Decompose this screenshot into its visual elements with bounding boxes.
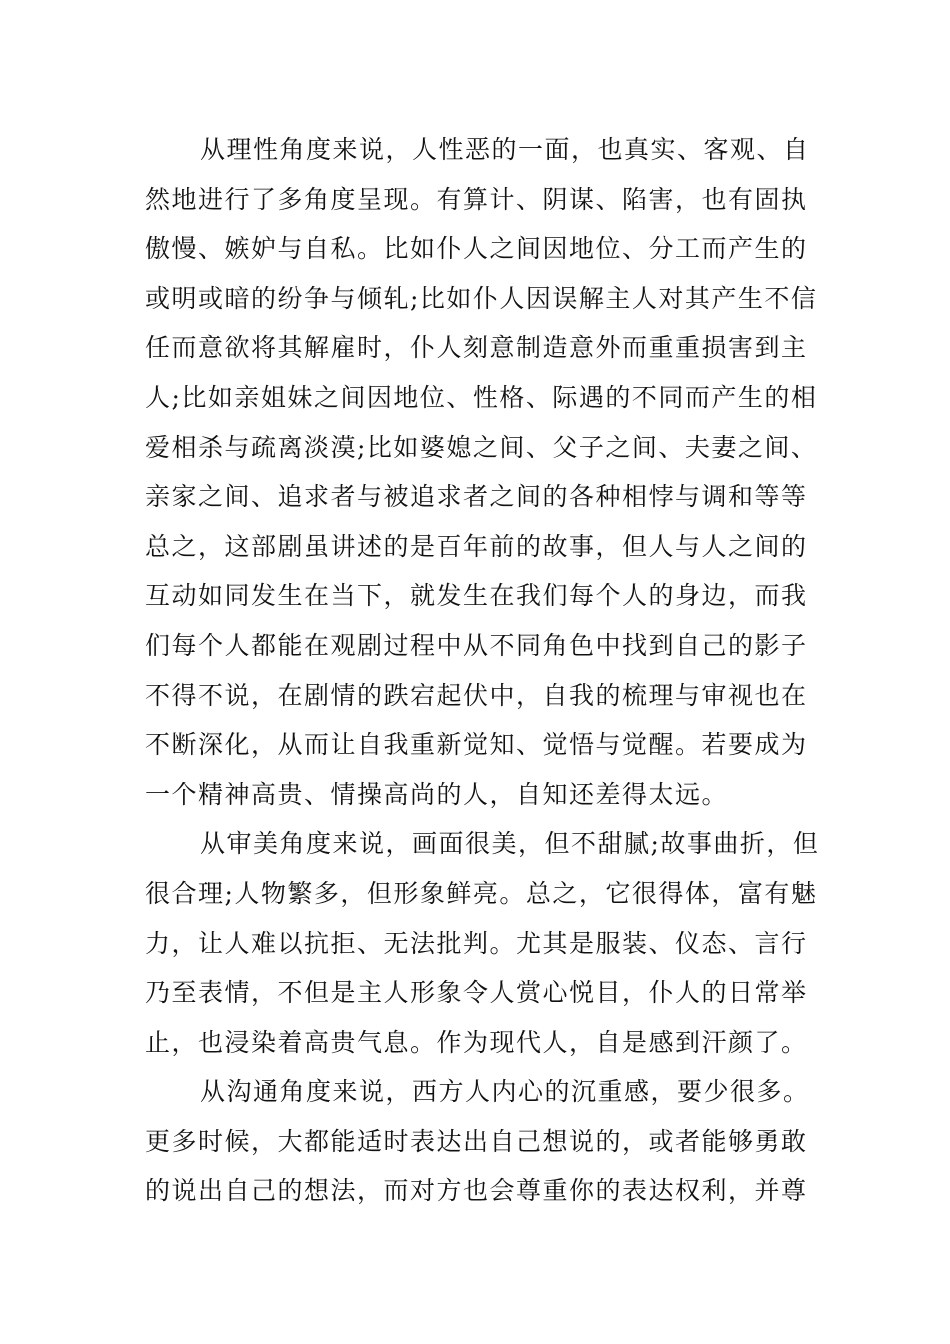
text-line: 乃至表情，不但是主人形象令人赏心悦目，仆人的日常举: [145, 978, 808, 1008]
text-line: 不得不说，在剧情的跌宕起伏中，自我的梳理与审视也在: [145, 680, 808, 710]
text-line: 不断深化，从而让自我重新觉知、觉悟与觉醒。若要成为: [145, 730, 808, 760]
text-line: 任而意欲将其解雇时，仆人刻意制造意外而重重损害到主: [145, 333, 808, 363]
text-line: 亲家之间、追求者与被追求者之间的各种相悖与调和等等: [145, 482, 808, 512]
text-line: 人;比如亲姐妹之间因地位、性格、际遇的不同而产生的相: [145, 382, 818, 412]
text-line: 爱相杀与疏离淡漠;比如婆媳之间、父子之间、夫妻之间、: [145, 432, 818, 462]
text-line: 傲慢、嫉妒与自私。比如仆人之间因地位、分工而产生的: [145, 234, 808, 264]
text-line: 力，让人难以抗拒、无法批判。尤其是服装、仪态、言行: [145, 928, 808, 958]
text-line: 很合理;人物繁多，但形象鲜亮。总之，它很得体，富有魅: [145, 878, 818, 908]
text-line: 互动如同发生在当下，就发生在我们每个人的身边，而我: [145, 581, 808, 611]
text-line: 们每个人都能在观剧过程中从不同角色中找到自己的影子: [145, 630, 808, 660]
body-text: [145, 125, 820, 1216]
text-line: 从沟通角度来说，西方人内心的沉重感，要少很多。: [200, 1077, 810, 1107]
text-line: 一个精神高贵、情操高尚的人，自知还差得太远。: [145, 779, 729, 809]
text-line: 或明或暗的纷争与倾轧;比如仆人因误解主人对其产生不信: [145, 283, 818, 313]
text-line: 总之，这部剧虽讲述的是百年前的故事，但人与人之间的: [145, 531, 808, 561]
text-line: 的说出自己的想法，而对方也会尊重你的表达权利，并尊: [145, 1176, 808, 1206]
text-line: 从理性角度来说，人性恶的一面，也真实、客观、自: [200, 135, 810, 164]
text-line: 然地进行了多角度呈现。有算计、阴谋、陷害，也有固执: [145, 184, 808, 214]
text-line: 从审美角度来说，画面很美，但不甜腻;故事曲折，但: [200, 829, 820, 859]
text-line: 更多时候，大都能适时表达出自己想说的，或者能够勇敢: [145, 1126, 808, 1156]
text-line: 止，也浸染着高贵气息。作为现代人，自是感到汗颜了。: [145, 1027, 808, 1057]
